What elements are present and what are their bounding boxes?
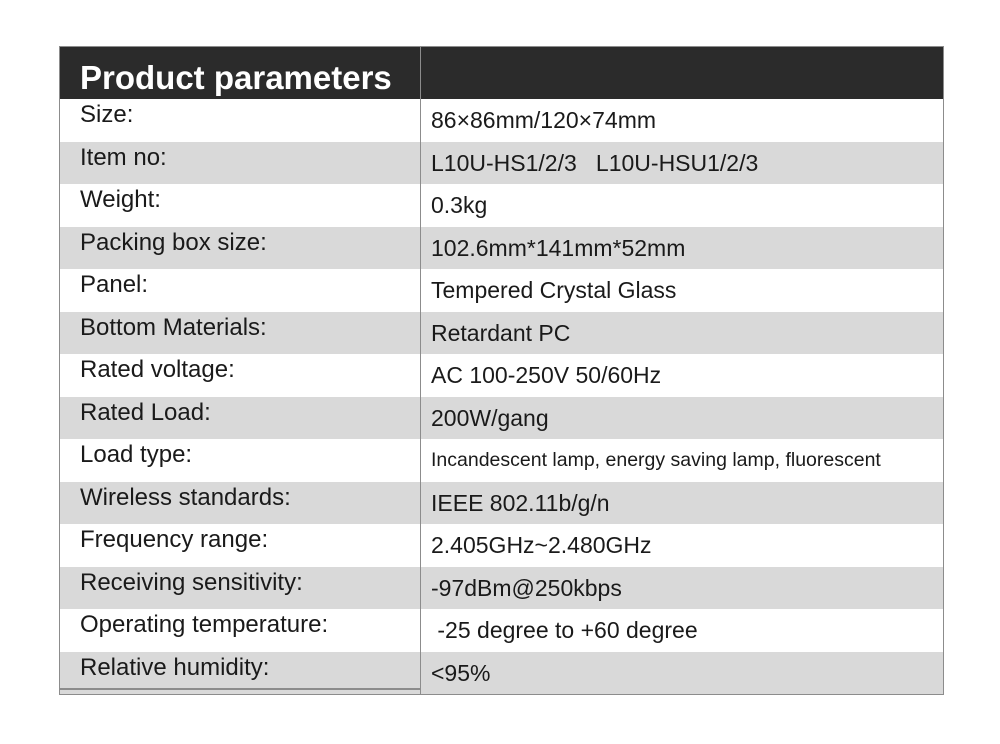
row-value: 2.405GHz~2.480GHz: [431, 532, 652, 558]
table-row: [60, 312, 943, 355]
table-row: [60, 439, 943, 482]
row-value: 0.3kg: [431, 192, 488, 218]
table-row: [60, 609, 943, 652]
row-label: Packing box size:: [60, 227, 421, 270]
table-row: [60, 269, 943, 312]
row-label: Relative humidity:: [60, 652, 421, 695]
table-bottom-divider: [59, 688, 421, 690]
row-value: IEEE 802.11b/g/n: [431, 489, 610, 516]
table-row: [60, 567, 943, 610]
table-row: [60, 227, 943, 270]
row-label: Frequency range:: [60, 524, 421, 567]
table-row: [60, 99, 943, 142]
row-label: Item no:: [60, 142, 421, 185]
table-header: [60, 47, 943, 99]
row-value: AC 100-250V 50/60Hz: [431, 362, 662, 388]
table-row: [60, 354, 943, 397]
row-value: 102.6mm*141mm*52mm: [431, 234, 686, 261]
row-label: Receiving sensitivity:: [60, 567, 421, 610]
row-label: Panel:: [60, 269, 421, 312]
row-label: Rated voltage:: [60, 354, 421, 397]
table-title: Product parameters: [60, 47, 421, 99]
row-value: <95%: [431, 659, 491, 686]
table-row: [60, 184, 943, 227]
row-value: L10U-HS1/2/3 L10U-HSU1/2/3: [431, 149, 759, 176]
row-label: Wireless standards:: [60, 482, 421, 525]
row-value: 200W/gang: [431, 404, 549, 431]
row-label: Bottom Materials:: [60, 312, 421, 355]
parameters-table: [59, 46, 944, 695]
row-label: Load type:: [60, 439, 421, 482]
table-row: [60, 482, 943, 525]
row-label: Rated Load:: [60, 397, 421, 440]
table-row: [60, 524, 943, 567]
row-value: Tempered Crystal Glass: [431, 277, 677, 303]
header-empty-cell: [421, 47, 943, 99]
row-value: Incandescent lamp, energy saving lamp, fluorescent: [431, 449, 881, 471]
row-value: 86×86mm/120×74mm: [431, 107, 657, 133]
row-label: Operating temperature:: [60, 609, 421, 652]
row-value: Retardant PC: [431, 319, 571, 346]
table-row: [60, 142, 943, 185]
row-label: Weight:: [60, 184, 421, 227]
row-value: -97dBm@250kbps: [431, 574, 622, 601]
row-label: Size:: [60, 99, 421, 142]
row-value: -25 degree to +60 degree: [431, 617, 698, 643]
table-row: [60, 397, 943, 440]
